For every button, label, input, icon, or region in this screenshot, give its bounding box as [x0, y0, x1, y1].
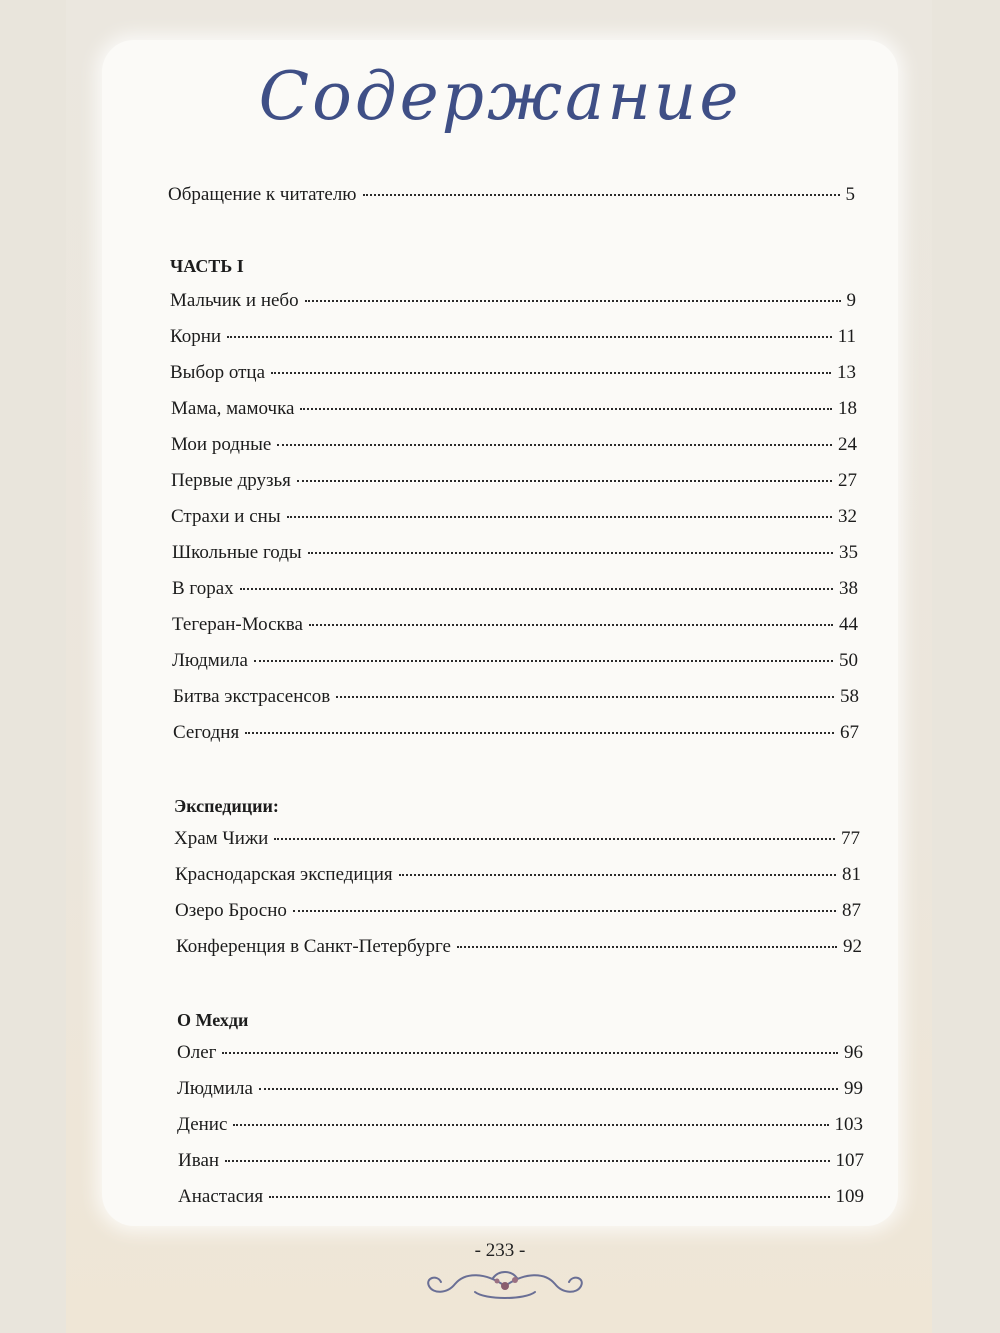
toc-entry-page: 44	[839, 614, 858, 635]
toc-entry[interactable]	[176, 936, 862, 962]
toc-entry[interactable]	[177, 1042, 863, 1068]
toc-entry-page: 11	[837, 326, 856, 347]
dot-leader	[245, 732, 834, 734]
dot-leader	[240, 588, 833, 590]
toc-entry[interactable]	[171, 506, 857, 532]
dot-leader	[305, 300, 841, 302]
toc-entry-page: 96	[844, 1042, 863, 1063]
toc-entry-page: 32	[838, 506, 857, 527]
toc-entry[interactable]	[172, 650, 858, 676]
dot-leader	[287, 516, 832, 518]
toc-entry-label: Обращение к читателю	[168, 184, 357, 205]
toc-entry-label: Храм Чижи	[174, 828, 269, 849]
toc-entry-label: Озеро Бросно	[175, 900, 287, 921]
dot-leader	[399, 874, 836, 876]
toc-entry-page: 18	[838, 398, 857, 419]
toc-entry-label: Страхи и сны	[171, 506, 281, 527]
toc-entry-label: В горах	[172, 578, 234, 599]
flourish-ornament-icon	[415, 1264, 595, 1308]
dot-leader	[271, 372, 831, 374]
toc-entry[interactable]	[175, 864, 861, 890]
dot-leader	[225, 1160, 829, 1162]
toc-entry-label: Конференция в Санкт-Петербурге	[176, 936, 451, 957]
dot-leader	[300, 408, 832, 410]
page-number: - 233 -	[474, 1240, 526, 1261]
toc-entry-label: Первые друзья	[171, 470, 291, 491]
toc-entry-label: Тегеран-Москва	[172, 614, 303, 635]
dot-leader	[227, 336, 832, 338]
toc-entry-page: 27	[838, 470, 857, 491]
dot-leader	[269, 1196, 829, 1198]
toc-entry[interactable]	[172, 542, 858, 568]
dot-leader	[457, 946, 837, 948]
dot-leader	[293, 910, 836, 912]
toc-entry[interactable]	[174, 828, 860, 854]
toc-entry-page: 24	[838, 434, 857, 455]
toc-entry[interactable]	[178, 1150, 864, 1176]
toc-entry-label: Краснодарская экспедиция	[175, 864, 393, 885]
section-heading-about-mehdi: О Мехди	[177, 1010, 249, 1030]
toc-entry-page: 103	[834, 1114, 863, 1135]
toc-entry-label: Выбор отца	[170, 362, 266, 383]
toc-entry[interactable]	[175, 900, 861, 926]
toc-entry-label: Мама, мамочка	[171, 398, 295, 419]
toc-entry[interactable]	[172, 578, 858, 604]
section-heading-expeditions: Экспедиции:	[174, 796, 279, 816]
toc-entry-page: 99	[844, 1078, 863, 1099]
toc-entry-page: 81	[842, 864, 861, 885]
toc-entry[interactable]	[178, 1186, 864, 1212]
toc-entry-page: 9	[846, 290, 856, 311]
dot-leader	[308, 552, 833, 554]
toc-entry-page: 107	[835, 1150, 864, 1171]
toc-entry-page: 38	[839, 578, 858, 599]
dot-leader	[309, 624, 833, 626]
toc-entry-label: Мальчик и небо	[170, 290, 299, 311]
dot-leader	[222, 1052, 838, 1054]
toc-entry-label: Анастасия	[178, 1186, 264, 1207]
toc-entry-label: Людмила	[172, 650, 248, 671]
toc-entry-label: Сегодня	[173, 722, 240, 743]
toc-entry[interactable]	[171, 470, 857, 496]
toc-entry[interactable]	[177, 1078, 863, 1104]
section-heading-part-1: ЧАСТЬ I	[170, 256, 244, 276]
dot-leader	[259, 1088, 838, 1090]
toc-entry[interactable]	[170, 326, 856, 352]
toc-entry-label: Людмила	[177, 1078, 253, 1099]
toc-entry[interactable]	[172, 614, 858, 640]
toc-entry[interactable]	[171, 398, 857, 424]
toc-entry-label: Мои родные	[171, 434, 272, 455]
toc-entry[interactable]	[173, 722, 859, 748]
toc-entry-page: 87	[842, 900, 861, 921]
toc-entry-label: Денис	[177, 1114, 228, 1135]
toc-entry[interactable]	[171, 434, 857, 460]
dot-leader	[274, 838, 835, 840]
toc-entry-page: 13	[837, 362, 856, 383]
dot-leader	[254, 660, 833, 662]
dot-leader	[277, 444, 832, 446]
dot-leader	[233, 1124, 828, 1126]
toc-entry-page: 5	[845, 184, 855, 205]
page-title: Содержание	[258, 58, 742, 135]
toc-entry-page: 67	[840, 722, 859, 743]
toc-entry-label: Школьные годы	[172, 542, 302, 563]
toc-entry[interactable]	[177, 1114, 863, 1140]
toc-entry-page: 50	[839, 650, 858, 671]
toc-entry-intro[interactable]	[168, 184, 855, 210]
toc-entry-page: 35	[839, 542, 858, 563]
dot-leader	[336, 696, 834, 698]
toc-entry-label: Олег	[177, 1042, 217, 1063]
dot-leader	[297, 480, 832, 482]
toc-entry[interactable]	[170, 362, 856, 388]
toc-entry-page: 77	[841, 828, 860, 849]
toc-entry-page: 109	[835, 1186, 864, 1207]
dot-leader	[363, 194, 840, 196]
toc-entry-label: Битва экстрасенсов	[173, 686, 331, 707]
toc-entry-label: Иван	[178, 1150, 220, 1171]
toc-entry[interactable]	[170, 290, 856, 316]
toc-entry[interactable]	[173, 686, 859, 712]
toc-entry-label: Корни	[170, 326, 222, 347]
toc-entry-page: 92	[843, 936, 862, 957]
toc-entry-page: 58	[840, 686, 859, 707]
